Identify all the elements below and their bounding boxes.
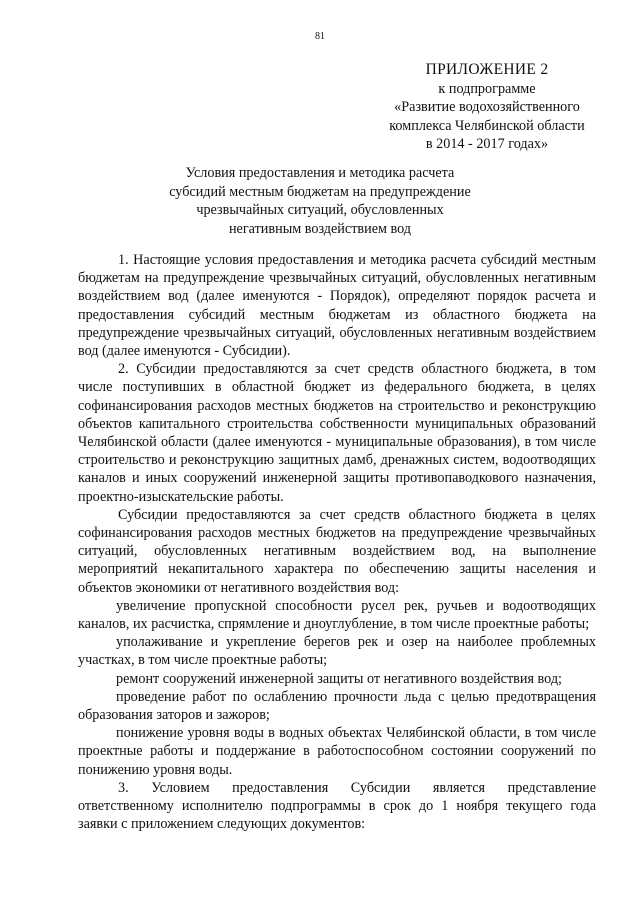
paragraph: 1. Настоящие условия предоставления и методика расчета субсидий местным бюджетам на предупреждение чрезвычайных ситуаций, обусловленных негативным воздействием вод (далее именуются - Порядок), определяют порядок расчета и предоставления субсидий местным бюджетам из областного бюджета на предупреждение чрезвычайных ситуаций, обусловленных негативным воздействием вод (далее именуются - Субсидии). [78,252,596,360]
appendix-line: «Развитие водохозяйственного [394,99,580,116]
document-title [150,164,490,238]
appendix-header [370,61,604,154]
paragraph: 3. Условием предоставления Субсидии является представление ответственному исполнителю подпрограммы в срок до 1 ноября текущего года заявки с приложением следующих документов: [78,779,596,833]
document-title-line: субсидий местным бюджетам на предупреждение [169,183,471,200]
appendix-line: комплекса Челябинской области [389,117,585,134]
list-item: увеличение пропускной способности русел рек, ручьев и водоотводящих каналов, их расчистка, спрямление и дноуглубление, в том числе проектные работы; [78,597,596,633]
paragraph: Субсидии предоставляются за счет средств областного бюджета в целях софинансирования расходов местных бюджетов на предупреждение чрезвычайных ситуаций, обусловленных негативным воздействием вод, на выполнение мероприятий некапитального характера по обеспечению защиты населения и объектов экономики от негативного воздействия вод: [78,506,596,596]
appendix-line: в 2014 - 2017 годах» [425,136,549,153]
list-item: проведение работ по ослаблению прочности льда с целью предотвращения образования заторов и зажоров; [78,688,596,724]
page-number: 81 [315,31,325,42]
document-title-line: негативным воздействием вод [228,220,412,237]
appendix-line: к подпрограмме [438,80,536,97]
appendix-title: ПРИЛОЖЕНИЕ 2 [425,61,549,78]
document-title-line: Условия предоставления и методика расчета [185,165,455,181]
document-title-line: чрезвычайных ситуаций, обусловленных [196,202,444,219]
paragraph: 2. Субсидии предоставляются за счет средств областного бюджета, в том числе поступивших в областной бюджет из федерального бюджета, в целях софинансирования расходов местных бюджетов на строительство и реконструкцию объектов капитального строительства собственности муниципальных образований Челябинской области (далее именуются - муниципальные образования), в том числе строительство и реконструкцию защитных дамб, дренажных систем, водоотводящих каналов и иных сооружений инженерной защиты противопаводкового назначения, проектно-изыскательские работы. [78,361,596,505]
document-body [78,251,596,834]
list-item: понижение уровня воды в водных объектах Челябинской области, в том числе проектные работы и поддержание в работоспособном состоянии сооружений по понижению уровня воды. [78,725,596,778]
list-item: ремонт сооружений инженерной защиты от негативного воздействия вод; [116,670,562,687]
list-item: уполаживание и укрепление берегов рек и озер на наиболее проблемных участках, в том числе проектные работы; [78,634,596,669]
